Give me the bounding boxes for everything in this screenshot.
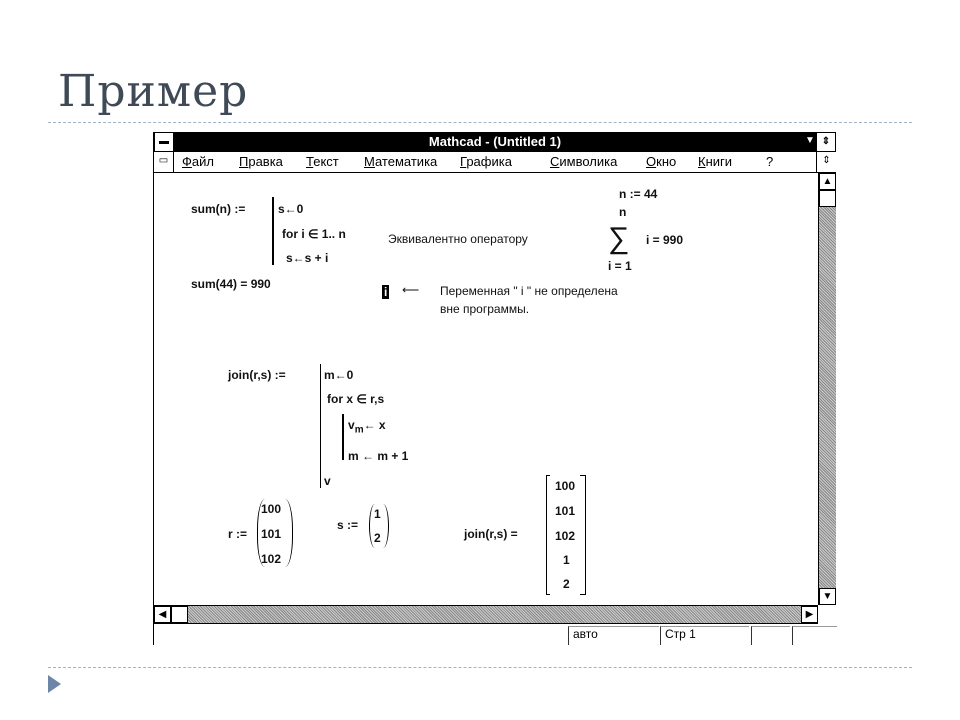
worksheet[interactable] bbox=[154, 173, 818, 605]
join-result-value: 100 bbox=[555, 479, 576, 493]
status-cell bbox=[792, 626, 837, 645]
status-page: Стр 1 bbox=[660, 626, 749, 645]
join-result-label: join(r,s) = bbox=[464, 527, 518, 541]
menu-graphics[interactable]: Графика bbox=[460, 154, 512, 169]
title-bar bbox=[154, 132, 836, 152]
sigma-result: i = 990 bbox=[646, 233, 684, 247]
window-title: Mathcad - (Untitled 1) bbox=[428, 134, 562, 149]
join-line-1: m←0 bbox=[324, 368, 354, 382]
sigma-upper: n bbox=[619, 205, 627, 219]
mathcad-window bbox=[153, 132, 836, 645]
sum-line-2: for i ∈ 1.. n bbox=[282, 227, 346, 241]
status-mode: авто bbox=[568, 626, 659, 645]
sum-line-1: s←0 bbox=[278, 202, 304, 216]
s-value: 2 bbox=[374, 531, 381, 545]
r-value: 101 bbox=[261, 527, 282, 541]
join-line-2: for x ∈ r,s bbox=[327, 392, 385, 406]
join-definition: join(r,s) := bbox=[228, 368, 286, 382]
menu-edit[interactable]: Правка bbox=[239, 154, 283, 169]
menu-bar bbox=[154, 152, 836, 173]
note-line-2: вне программы. bbox=[440, 302, 530, 316]
join-result-value: 102 bbox=[555, 529, 576, 543]
menu-math[interactable]: Математика bbox=[364, 154, 438, 169]
scroll-right-icon[interactable]: ▶ bbox=[801, 606, 818, 623]
arrow-icon: ⟵ bbox=[402, 283, 420, 297]
undefined-i-marker: i bbox=[384, 285, 388, 299]
menu-file[interactable]: Файл bbox=[182, 154, 214, 169]
join-line-5: v bbox=[324, 474, 331, 488]
vertical-scroll-thumb[interactable] bbox=[819, 190, 836, 207]
r-definition: r := bbox=[228, 527, 248, 541]
note-line-1: Переменная " i " не определена bbox=[440, 284, 618, 298]
n-definition: n := 44 bbox=[619, 187, 658, 201]
menu-symbolic[interactable]: Символика bbox=[550, 154, 618, 169]
r-value: 100 bbox=[261, 502, 282, 516]
s-definition: s := bbox=[337, 518, 359, 532]
horizontal-scroll-thumb[interactable] bbox=[171, 606, 188, 623]
doc-restore-icon[interactable]: ⇕ bbox=[816, 152, 836, 172]
scroll-down-icon[interactable]: ▼ bbox=[819, 588, 836, 605]
sum-result: sum(44) = 990 bbox=[191, 277, 271, 291]
doc-system-menu-icon[interactable]: ▭ bbox=[154, 152, 174, 172]
join-result-value: 2 bbox=[563, 577, 570, 591]
status-cell bbox=[751, 626, 790, 645]
menu-window[interactable]: Окно bbox=[646, 154, 677, 169]
join-line-3: $v_m\leftarrow$ x bbox=[348, 418, 386, 436]
slide-title: Пример bbox=[58, 66, 249, 117]
divider-top bbox=[48, 122, 912, 123]
join-line-4: m ← m + 1 bbox=[348, 449, 409, 463]
menu-books[interactable]: Книги bbox=[698, 154, 733, 169]
sigma-lower: i = 1 bbox=[608, 259, 632, 273]
menu-help[interactable]: ? bbox=[766, 154, 774, 169]
equivalent-text: Эквивалентно оператору bbox=[388, 232, 528, 246]
scroll-up-icon[interactable]: ▲ bbox=[819, 173, 836, 190]
s-value: 1 bbox=[374, 507, 381, 521]
minimize-icon[interactable]: ▼ bbox=[800, 132, 820, 152]
sigma-icon: ∑ bbox=[608, 222, 630, 255]
vertical-scrollbar[interactable] bbox=[818, 173, 836, 605]
horizontal-scrollbar[interactable] bbox=[154, 605, 818, 624]
system-menu-icon[interactable]: ▬ bbox=[154, 132, 174, 152]
join-result-value: 1 bbox=[563, 553, 570, 567]
menu-text[interactable]: Текст bbox=[306, 154, 339, 169]
bullet-triangle-icon bbox=[48, 675, 61, 693]
sum-line-3: s←s + i bbox=[286, 251, 329, 265]
restore-icon[interactable]: ⇕ bbox=[816, 132, 836, 152]
r-value: 102 bbox=[261, 552, 282, 566]
status-bar bbox=[154, 623, 836, 645]
divider-bottom bbox=[48, 667, 912, 668]
scroll-left-icon[interactable]: ◀ bbox=[154, 606, 171, 623]
sum-definition: sum(n) := bbox=[191, 202, 246, 216]
join-result-value: 101 bbox=[555, 504, 576, 518]
